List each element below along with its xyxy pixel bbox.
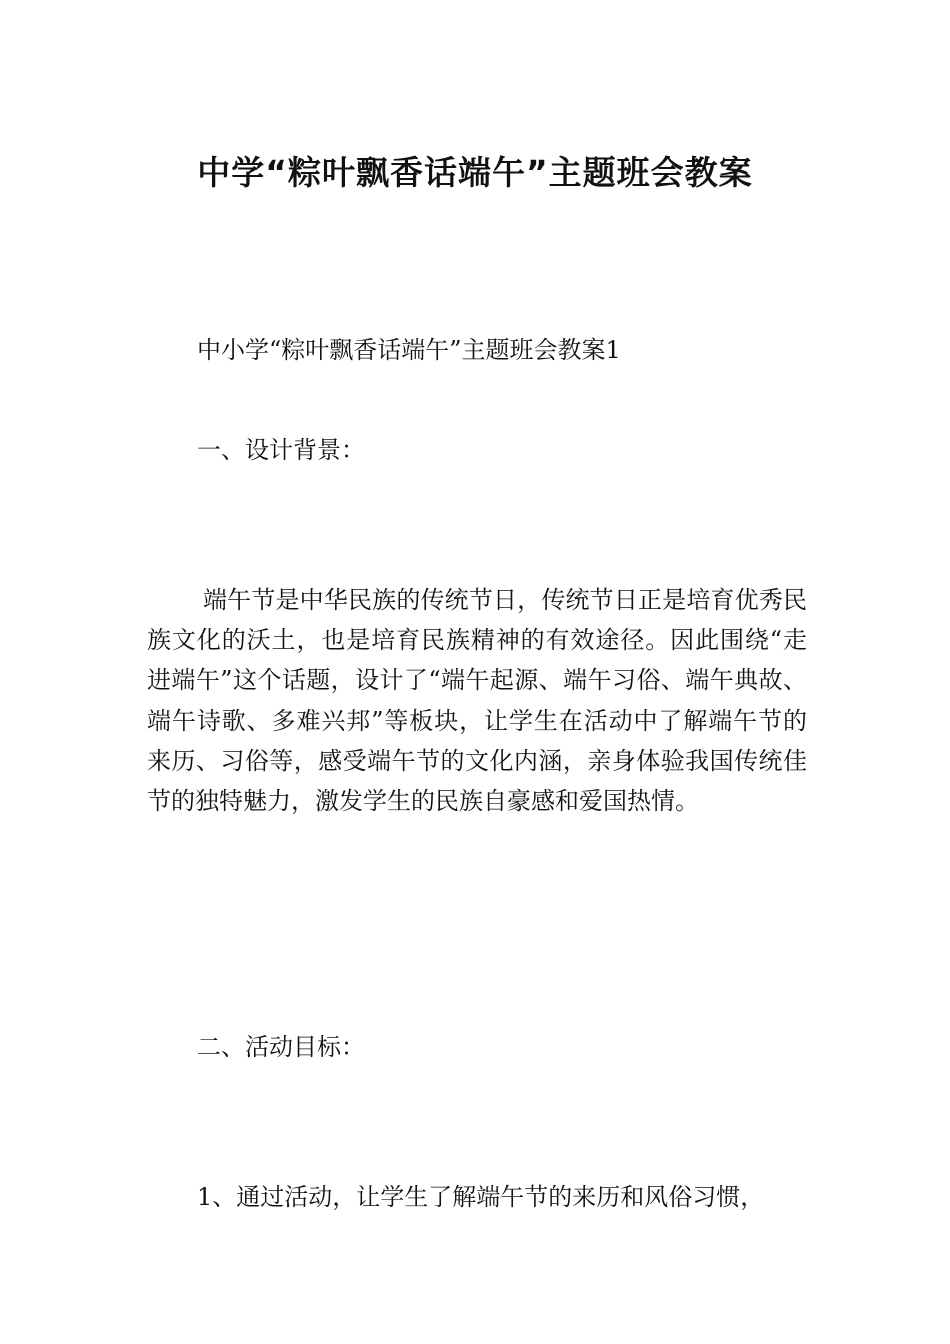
section-heading-activity-goals: 二、活动目标： bbox=[197, 1033, 365, 1061]
section-heading-design-background: 一、设计背景： bbox=[197, 436, 365, 464]
design-background-paragraph: 端午节是中华民族的传统节日，传统节日正是培育优秀民族文化的沃土，也是培育民族精神的有效途径。因此围绕“走进端午”这个话题，设计了“端午起源、端午习俗、端午典故、端午诗歌、多难兴邦”等板块，让学生在活动中了解端午节的来历、习俗等，感受端午节的文化内涵，亲身体验我国传统佳节的独特魅力，激发学生的民族自豪感和爱国热情。 bbox=[147, 586, 807, 816]
lesson-plan-subtitle: 中小学“粽叶飘香话端午”主题班会教案1 bbox=[197, 336, 621, 364]
activity-goal-item-1: 1、通过活动，让学生了解端午节的来历和风俗习惯， bbox=[197, 1183, 765, 1211]
document-title: 中学“粽叶飘香话端午”主题班会教案 bbox=[197, 153, 753, 193]
